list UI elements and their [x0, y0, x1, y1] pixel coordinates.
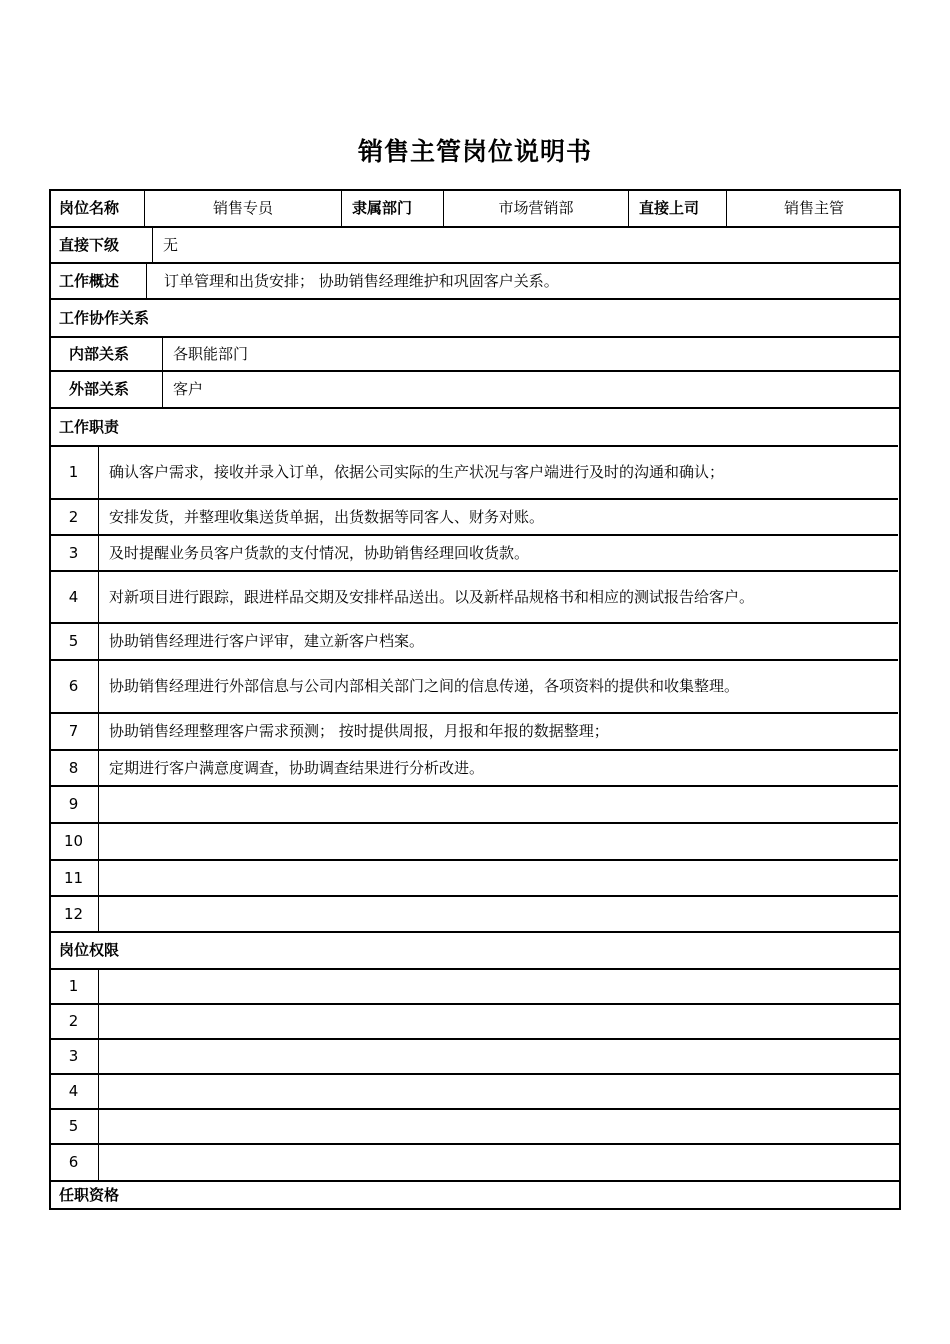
duty-number: 5: [68, 632, 79, 650]
external-value: 客户: [162, 372, 901, 407]
duty-row: [49, 859, 898, 895]
authority-number: 3: [68, 1047, 79, 1065]
duty-row: [49, 570, 898, 622]
header-row: [49, 189, 901, 226]
duty-number: 7: [68, 722, 79, 740]
authority-text: [98, 1075, 901, 1108]
internal-relation-row: [49, 336, 901, 370]
job-description-table: [49, 189, 901, 1210]
internal-label: 内部关系: [69, 344, 130, 363]
duty-row: [49, 534, 898, 570]
overview-label: 工作概述: [59, 271, 120, 290]
authority-number: 5: [68, 1117, 79, 1135]
duty-number: 11: [63, 868, 84, 887]
duty-text: 协助销售经理进行客户评审，建立新客户档案。: [98, 624, 898, 659]
duties-title-row: [49, 407, 901, 445]
duty-text: 确认客户需求，接收并录入订单，依据公司实际的生产状况与客户端进行及时的沟通和确认；: [98, 447, 898, 498]
cooperation-title: 工作协作关系: [59, 308, 150, 327]
subordinate-label: 直接下级: [59, 235, 120, 254]
duty-text: [98, 787, 898, 822]
authority-row: [49, 1143, 901, 1180]
authority-text: [98, 970, 901, 1003]
duty-number: 3: [68, 543, 79, 562]
superior-value: 销售主管: [726, 191, 901, 226]
position-label: 岗位名称: [59, 199, 120, 217]
authority-row: [49, 1108, 901, 1143]
authority-row: [49, 968, 901, 1003]
duty-row: [49, 785, 898, 822]
internal-value: 各职能部门: [162, 338, 901, 370]
duty-text: 及时提醒业务员客户货款的支付情况，协助销售经理回收货款。: [98, 536, 898, 570]
position-value: 销售专员: [144, 191, 341, 226]
duty-text: 协助销售经理进行外部信息与公司内部相关部门之间的信息传递，各项资料的提供和收集整理。: [98, 661, 898, 712]
authority-text: [98, 1110, 901, 1143]
overview-row: [49, 262, 901, 298]
duty-row: [49, 659, 898, 712]
duty-row: [49, 895, 898, 931]
duty-number: 10: [63, 832, 84, 850]
duty-row: [49, 749, 898, 785]
duty-text: 协助销售经理整理客户需求预测； 按时提供周报，月报和年报的数据整理；: [98, 714, 898, 749]
authority-text: [98, 1040, 901, 1073]
duty-row: [49, 622, 898, 659]
external-relation-row: [49, 370, 901, 407]
authority-number: 2: [68, 1012, 79, 1030]
duty-text: [98, 824, 898, 859]
duty-text: 安排发货，并整理收集送货单据，出货数据等同客人、财务对账。: [98, 500, 898, 534]
subordinate-row: [49, 226, 901, 262]
authority-number: 6: [68, 1153, 79, 1171]
duty-text: 对新项目进行跟踪，跟进样品交期及安排样品送出。以及新样品规格书和相应的测试报告给客户。: [98, 572, 898, 622]
duty-number: 1: [68, 463, 79, 481]
cooperation-title-row: [49, 298, 901, 336]
duty-number: 2: [68, 507, 79, 526]
duty-text: 定期进行客户满意度调查，协助调查结果进行分析改进。: [98, 751, 898, 785]
duties-title: 工作职责: [59, 417, 120, 436]
qualification-title-row: [49, 1180, 901, 1208]
duty-number: 9: [68, 795, 79, 813]
authority-row: [49, 1003, 901, 1038]
duty-number: 12: [63, 904, 84, 923]
qualification-title: 任职资格: [59, 1185, 120, 1204]
duty-text: [98, 861, 898, 895]
table-bottom-border: [49, 1208, 901, 1210]
authority-text: [98, 1005, 901, 1038]
authority-row: [49, 1038, 901, 1073]
authority-number: 1: [68, 977, 79, 995]
duty-row: [49, 498, 898, 534]
superior-label: 直接上司: [628, 191, 726, 226]
external-label: 外部关系: [69, 380, 130, 398]
duty-number: 8: [68, 758, 79, 777]
duty-number: 6: [68, 677, 79, 695]
department-value: 市场营销部: [443, 191, 628, 226]
duty-row: [49, 712, 898, 749]
authority-title-row: [49, 931, 901, 968]
page-title: 销售主管岗位说明书: [357, 137, 592, 166]
subordinate-value: 无: [152, 228, 901, 262]
authority-title: 岗位权限: [59, 941, 120, 959]
duty-row: [49, 822, 898, 859]
authority-text: [98, 1145, 901, 1180]
duty-text: [98, 897, 898, 931]
overview-value: 订单管理和出货安排； 协助销售经理维护和巩固客户关系。: [146, 264, 901, 298]
duty-number: 4: [68, 587, 79, 606]
department-label: 隶属部门: [341, 191, 443, 226]
authority-row: [49, 1073, 901, 1108]
duty-row: [49, 445, 898, 498]
authority-number: 4: [68, 1082, 79, 1100]
